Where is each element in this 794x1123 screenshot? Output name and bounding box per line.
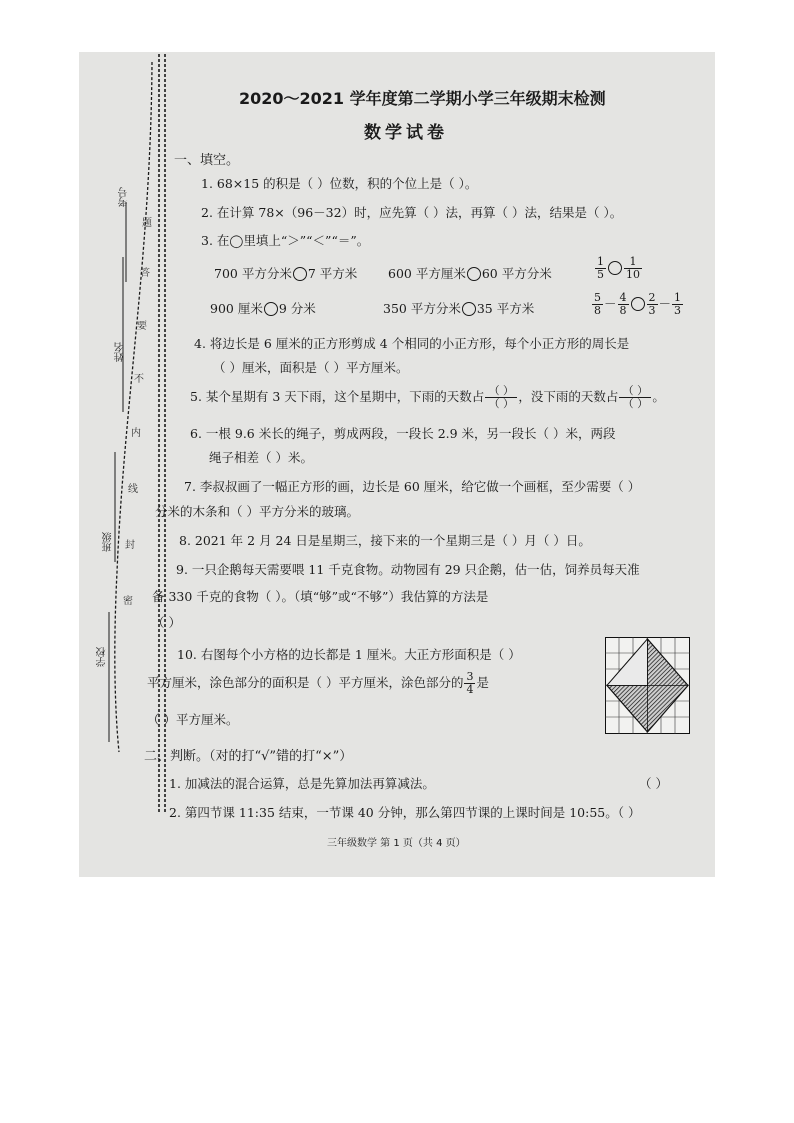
question-1-10-line2: 平方厘米，涂色部分的面积是（ ）平方厘米，涂色部分的 $\frac{3}{4}$ 是 xyxy=(147,670,489,696)
answer-paren-2-1[interactable]: （ ） xyxy=(639,776,668,791)
question-1-6-line1: 6. 一根 9.6 米长的绳子，剪成两段，一段长 2.9 米，另一段长（ ）米，两段 xyxy=(190,426,616,441)
binding-label-name: 姓名 xyxy=(115,342,126,362)
section-heading-fill-blanks: 一、填空。 xyxy=(174,153,240,168)
question-1-9-line3: （ ） xyxy=(152,615,181,630)
seal-char: 题 xyxy=(142,218,152,229)
seal-char: 要 xyxy=(137,321,147,332)
compare-item-a: 700 平方分米 7 平方米 xyxy=(214,266,358,281)
binding-label-class: 班级 xyxy=(103,532,114,552)
section-heading-true-false: 二、判断。（对的打“√”错的打“×”） xyxy=(144,749,353,764)
seal-char: 不 xyxy=(134,374,144,385)
question-1-3: 3. 在◯里填上“＞”“＜”“＝”。 xyxy=(201,233,370,248)
fraction-1-5: $\frac{1}{5}$ xyxy=(597,255,604,281)
question-1-9-line2: 备 330 千克的食物（ ）。（填“够”或“不够”）我估算的方法是 xyxy=(152,589,489,604)
question-2-2: 2. 第四节课 11:35 结束，一节课 40 分钟，那么第四节课的上课时间是 10:55。（ ） xyxy=(169,805,641,820)
grid-square-figure xyxy=(605,637,691,735)
compare-item-b: 600 平方厘米 60 平方分米 xyxy=(388,266,552,281)
question-1-4-line2: （ ）厘米，面积是（ ）平方厘米。 xyxy=(213,360,409,375)
compare-item-e xyxy=(594,256,643,281)
compare-item-f: $\frac{5}{8}$ － $\frac{4}{8}$ $\frac{2}{3}$ － $\frac{1}{3}$ xyxy=(594,291,682,317)
binding-label-school: 学校 xyxy=(97,647,108,667)
question-1-6-line2: 绳子相差（ ）米。 xyxy=(209,450,313,465)
question-1-2: 2. 在计算 78×（96－32）时，应先算（ ）法，再算（ ）法，结果是（ ）。 xyxy=(201,205,623,220)
page-footer: 三年级数学 第 1 页（共 4 页） xyxy=(327,838,466,849)
compare-item-c: 900 厘米 9 分米 xyxy=(210,301,316,316)
seal-char: 密 xyxy=(123,596,133,607)
question-1-8: 8. 2021 年 2 月 24 日是星期三，接下来的一个星期三是（ ）月（ ）日。 xyxy=(179,533,591,548)
fraction-5-8: $\frac{5}{8}$ xyxy=(594,291,601,317)
compare-circle-e[interactable] xyxy=(608,261,622,275)
compare-circle-d[interactable] xyxy=(462,302,476,316)
compare-circle-f[interactable] xyxy=(631,297,645,311)
exam-paper xyxy=(79,52,715,877)
compare-item-d: 350 平方分米 35 平方米 xyxy=(383,301,535,316)
fraction-2-3: $\frac{2}{3}$ xyxy=(648,291,656,317)
compare-circle-b[interactable] xyxy=(467,267,481,281)
seal-char: 线 xyxy=(128,484,138,495)
blank-fraction-no-rain[interactable]: $\frac{( )}{( )}$ xyxy=(619,385,651,410)
question-1-5: 5. 某个星期有 3 天下雨，这个星期中，下雨的天数占 $\frac{( )}{( )}$ ，没下雨的天数占 $\frac{( )}{( )}$ 。 xyxy=(190,384,665,410)
seal-char: 封 xyxy=(125,540,135,551)
fraction-3-4: $\frac{3}{4}$ xyxy=(466,670,474,696)
blank-fraction-rain[interactable]: $\frac{( )}{( )}$ xyxy=(485,385,517,410)
exam-subtitle: 数学试卷 xyxy=(364,123,448,143)
seal-char: 答 xyxy=(140,268,150,279)
question-1-10-line1: 10. 右图每个小方格的边长都是 1 厘米。大正方形面积是（ ） xyxy=(177,647,521,662)
fraction-1-10: $\frac{1}{10}$ xyxy=(626,255,640,281)
question-1-9-line1: 9. 一只企鹅每天需要喂 11 千克食物。动物园有 29 只企鹅，估一估，饲养员每天准 xyxy=(176,562,640,577)
question-1-7-line2: 分米的木条和（ ）平方分米的玻璃。 xyxy=(155,504,359,519)
question-2-1: 1. 加减法的混合运算，总是先算加法再算减法。 xyxy=(169,776,435,791)
question-1-4-line1: 4. 将边长是 6 厘米的正方形剪成 4 个相同的小正方形，每个小正方形的周长是 xyxy=(194,336,630,351)
exam-title: 2020～2021 学年度第二学期小学三年级期末检测 xyxy=(239,89,606,108)
fraction-1-3: $\frac{1}{3}$ xyxy=(674,291,682,317)
seal-char: 内 xyxy=(131,428,141,439)
compare-circle-a[interactable] xyxy=(293,267,307,281)
binding-label-exam-number: 考号 xyxy=(119,187,130,207)
fraction-4-8: $\frac{4}{8}$ xyxy=(619,291,627,317)
question-1-10-line3: （ ）平方厘米。 xyxy=(147,712,239,727)
compare-circle-c[interactable] xyxy=(264,302,278,316)
question-1-1: 1. 68×15 的积是（ ）位数，积的个位上是（ ）。 xyxy=(201,176,478,191)
question-1-7-line1: 7. 李叔叔画了一幅正方形的画，边长是 60 厘米，给它做一个画框，至少需要（ ） xyxy=(184,479,641,494)
